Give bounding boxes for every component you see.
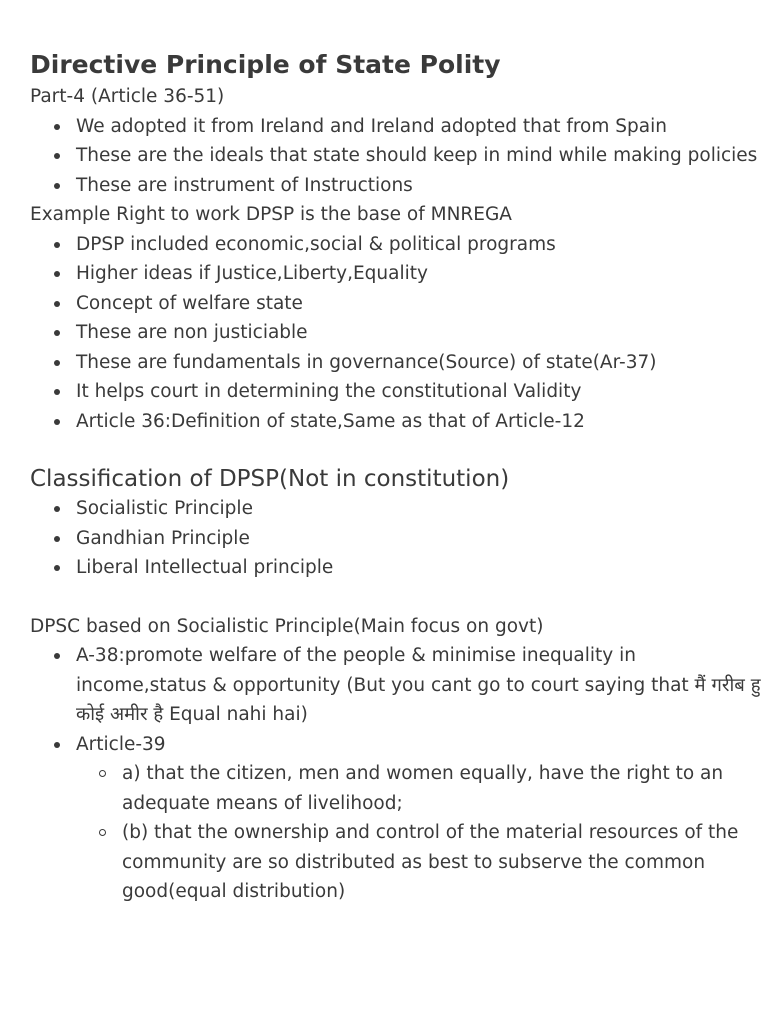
list-item: It helps court in determining the constitutional Validity xyxy=(76,377,768,407)
spacer xyxy=(30,436,768,464)
list-item: A-38:promote welfare of the people & minimise inequality in income,status & opportunity (But you cant go to court saying that मैं गरीब हु कोई अमीर है Equal nahi hai) xyxy=(76,641,768,730)
example-line: Example Right to work DPSP is the base of MNREGA xyxy=(30,204,512,225)
list-item: We adopted it from Ireland and Ireland adopted that from Spain xyxy=(76,112,768,142)
list-item: Higher ideas if Justice,Liberty,Equality xyxy=(76,259,768,289)
socialistic-heading: DPSC based on Socialistic Principle(Main focus on govt) xyxy=(30,615,544,637)
dpsp-origin-list xyxy=(30,112,768,201)
list-item: DPSP included economic,social & political programs xyxy=(76,230,768,260)
article-39-sublist xyxy=(76,759,768,907)
socialistic-list xyxy=(30,641,768,907)
page-title: Directive Principle of State Polity xyxy=(30,50,501,79)
list-item: These are the ideals that state should keep in mind while making policies xyxy=(76,141,768,171)
list-item: These are instrument of Instructions xyxy=(76,171,768,201)
list-item: Concept of welfare state xyxy=(76,289,768,319)
part-subtitle: Part-4 (Article 36-51) xyxy=(30,86,225,107)
list-item: These are fundamentals in governance(Source) of state(Ar-37) xyxy=(76,348,768,378)
list-item: Gandhian Principle xyxy=(76,524,768,554)
list-item: Socialistic Principle xyxy=(76,494,768,524)
sub-list-item: a) that the citizen, men and women equally, have the right to an adequate means of livelihood; xyxy=(122,759,768,818)
classification-list xyxy=(30,494,768,583)
article-39-label: Article-39 xyxy=(76,733,166,755)
list-item: Article 36:Definition of state,Same as that of Article-12 xyxy=(76,407,768,437)
sub-list-item: (b) that the ownership and control of the material resources of the community are so distributed as best to subserve the common good(equal distribution) xyxy=(122,818,768,907)
list-item: These are non justiciable xyxy=(76,318,768,348)
list-item: Liberal Intellectual principle xyxy=(76,553,768,583)
classification-heading: Classification of DPSP(Not in constitution) xyxy=(30,466,510,492)
dpsp-features-list xyxy=(30,230,768,437)
spacer xyxy=(30,583,768,612)
list-item-article-39 xyxy=(76,730,768,907)
